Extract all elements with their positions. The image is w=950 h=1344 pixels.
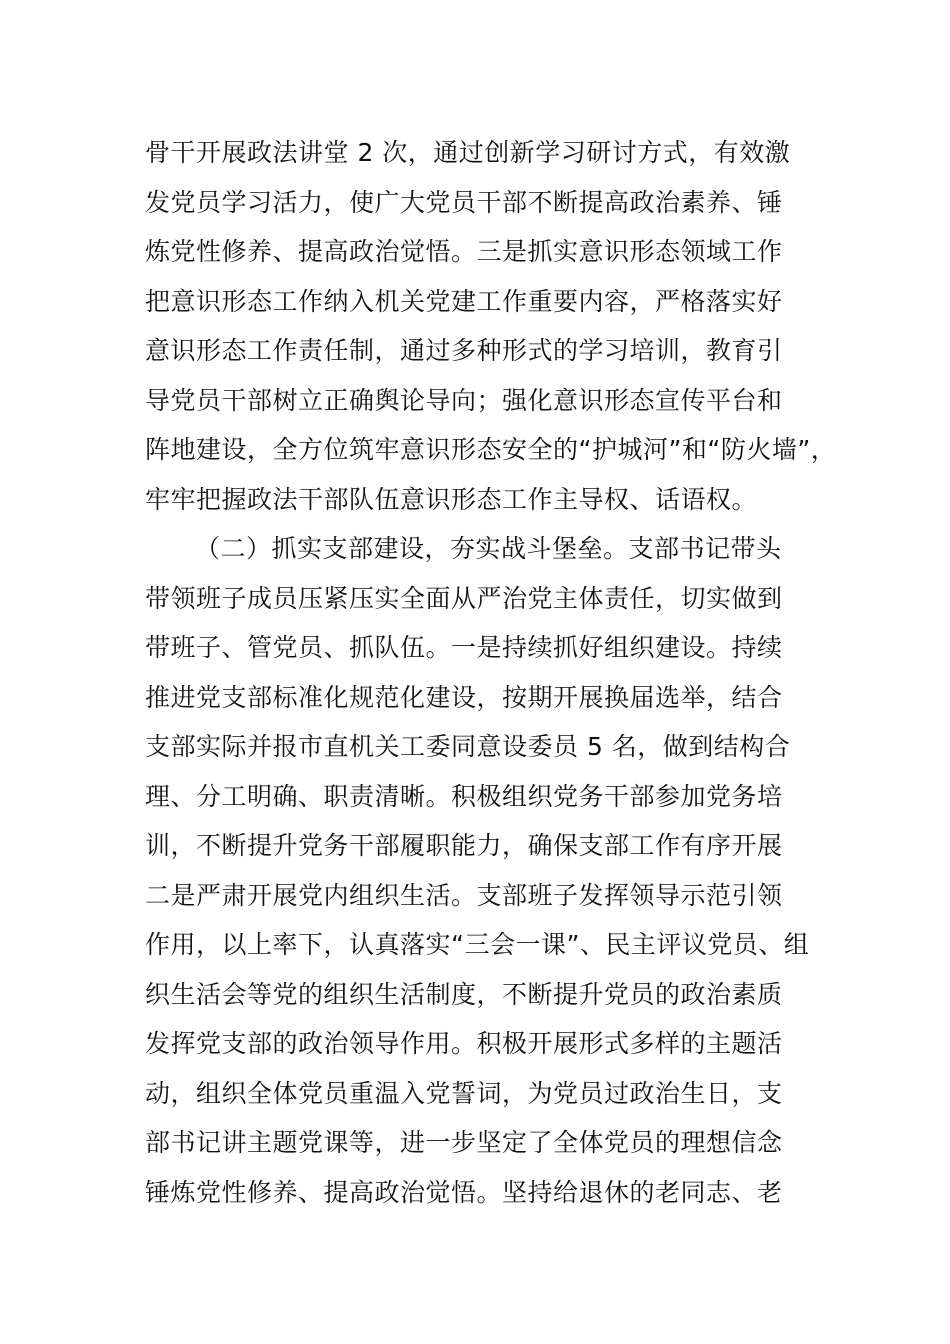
text-line: 训，不断提升党务干部履职能力，确保支部工作有序开展 bbox=[145, 831, 783, 860]
text-line: 理、分工明确、职责清晰。积极组织党务干部参加党务培 bbox=[145, 781, 783, 811]
text-line: 骨干开展政法讲堂 2 次，通过创新学习研讨方式，有效激 bbox=[145, 138, 791, 167]
text-line: 动，组织全体党员重温入党誓词，为党员过政治生日，支 bbox=[145, 1078, 783, 1108]
text-line: 织生活会等党的组织生活制度，不断提升党员的政治素质 bbox=[145, 979, 783, 1009]
text-line: 锤炼党性修养、提高政治觉悟。坚持给退休的老同志、老 bbox=[145, 1177, 783, 1207]
section-heading-line: （二）抓实支部建设，夯实战斗堡垒。支部书记带头 bbox=[195, 534, 782, 563]
text-line: 炼党性修养、提高政治觉悟。三是抓实意识形态领域工作 bbox=[145, 237, 783, 266]
text-line: 部书记讲主题党课等，进一步坚定了全体党员的理想信念 bbox=[145, 1128, 783, 1157]
text-line: 意识形态工作责任制，通过多种形式的学习培训，教育引 bbox=[145, 336, 783, 365]
text-line: 带班子、管党员、抓队伍。一是持续抓好组织建设。持续 bbox=[145, 633, 783, 662]
text-line: 发挥党支部的政治领导作用。积极开展形式多样的主题活 bbox=[145, 1029, 783, 1058]
text-line: 把意识形态工作纳入机关党建工作重要内容，严格落实好 bbox=[145, 286, 783, 316]
text-line: 发党员学习活力，使广大党员干部不断提高政治素养、锤 bbox=[145, 187, 783, 217]
text-line: 二是严肃开展党内组织生活。支部班子发挥领导示范引领 bbox=[145, 880, 783, 910]
text-line: 推进党支部标准化规范化建设，按期开展换届选举，结合 bbox=[145, 682, 783, 712]
text-line: 阵地建设，全方位筑牢意识形态安全的“护城河”和“防火墙”， bbox=[145, 435, 837, 464]
text-line: 支部实际并报市直机关工委同意设委员 5 名，做到结构合 bbox=[145, 732, 791, 761]
body-text bbox=[145, 128, 837, 1217]
text-line: 带领班子成员压紧压实全面从严治党主体责任，切实做到 bbox=[145, 583, 783, 613]
text-line: 作用，以上率下，认真落实“三会一课”、民主评议党员、组 bbox=[145, 930, 810, 959]
text-line: 牢牢把握政法干部队伍意识形态工作主导权、话语权。 bbox=[145, 484, 758, 514]
text-line: 导党员干部树立正确舆论导向；强化意识形态宣传平台和 bbox=[145, 385, 783, 415]
